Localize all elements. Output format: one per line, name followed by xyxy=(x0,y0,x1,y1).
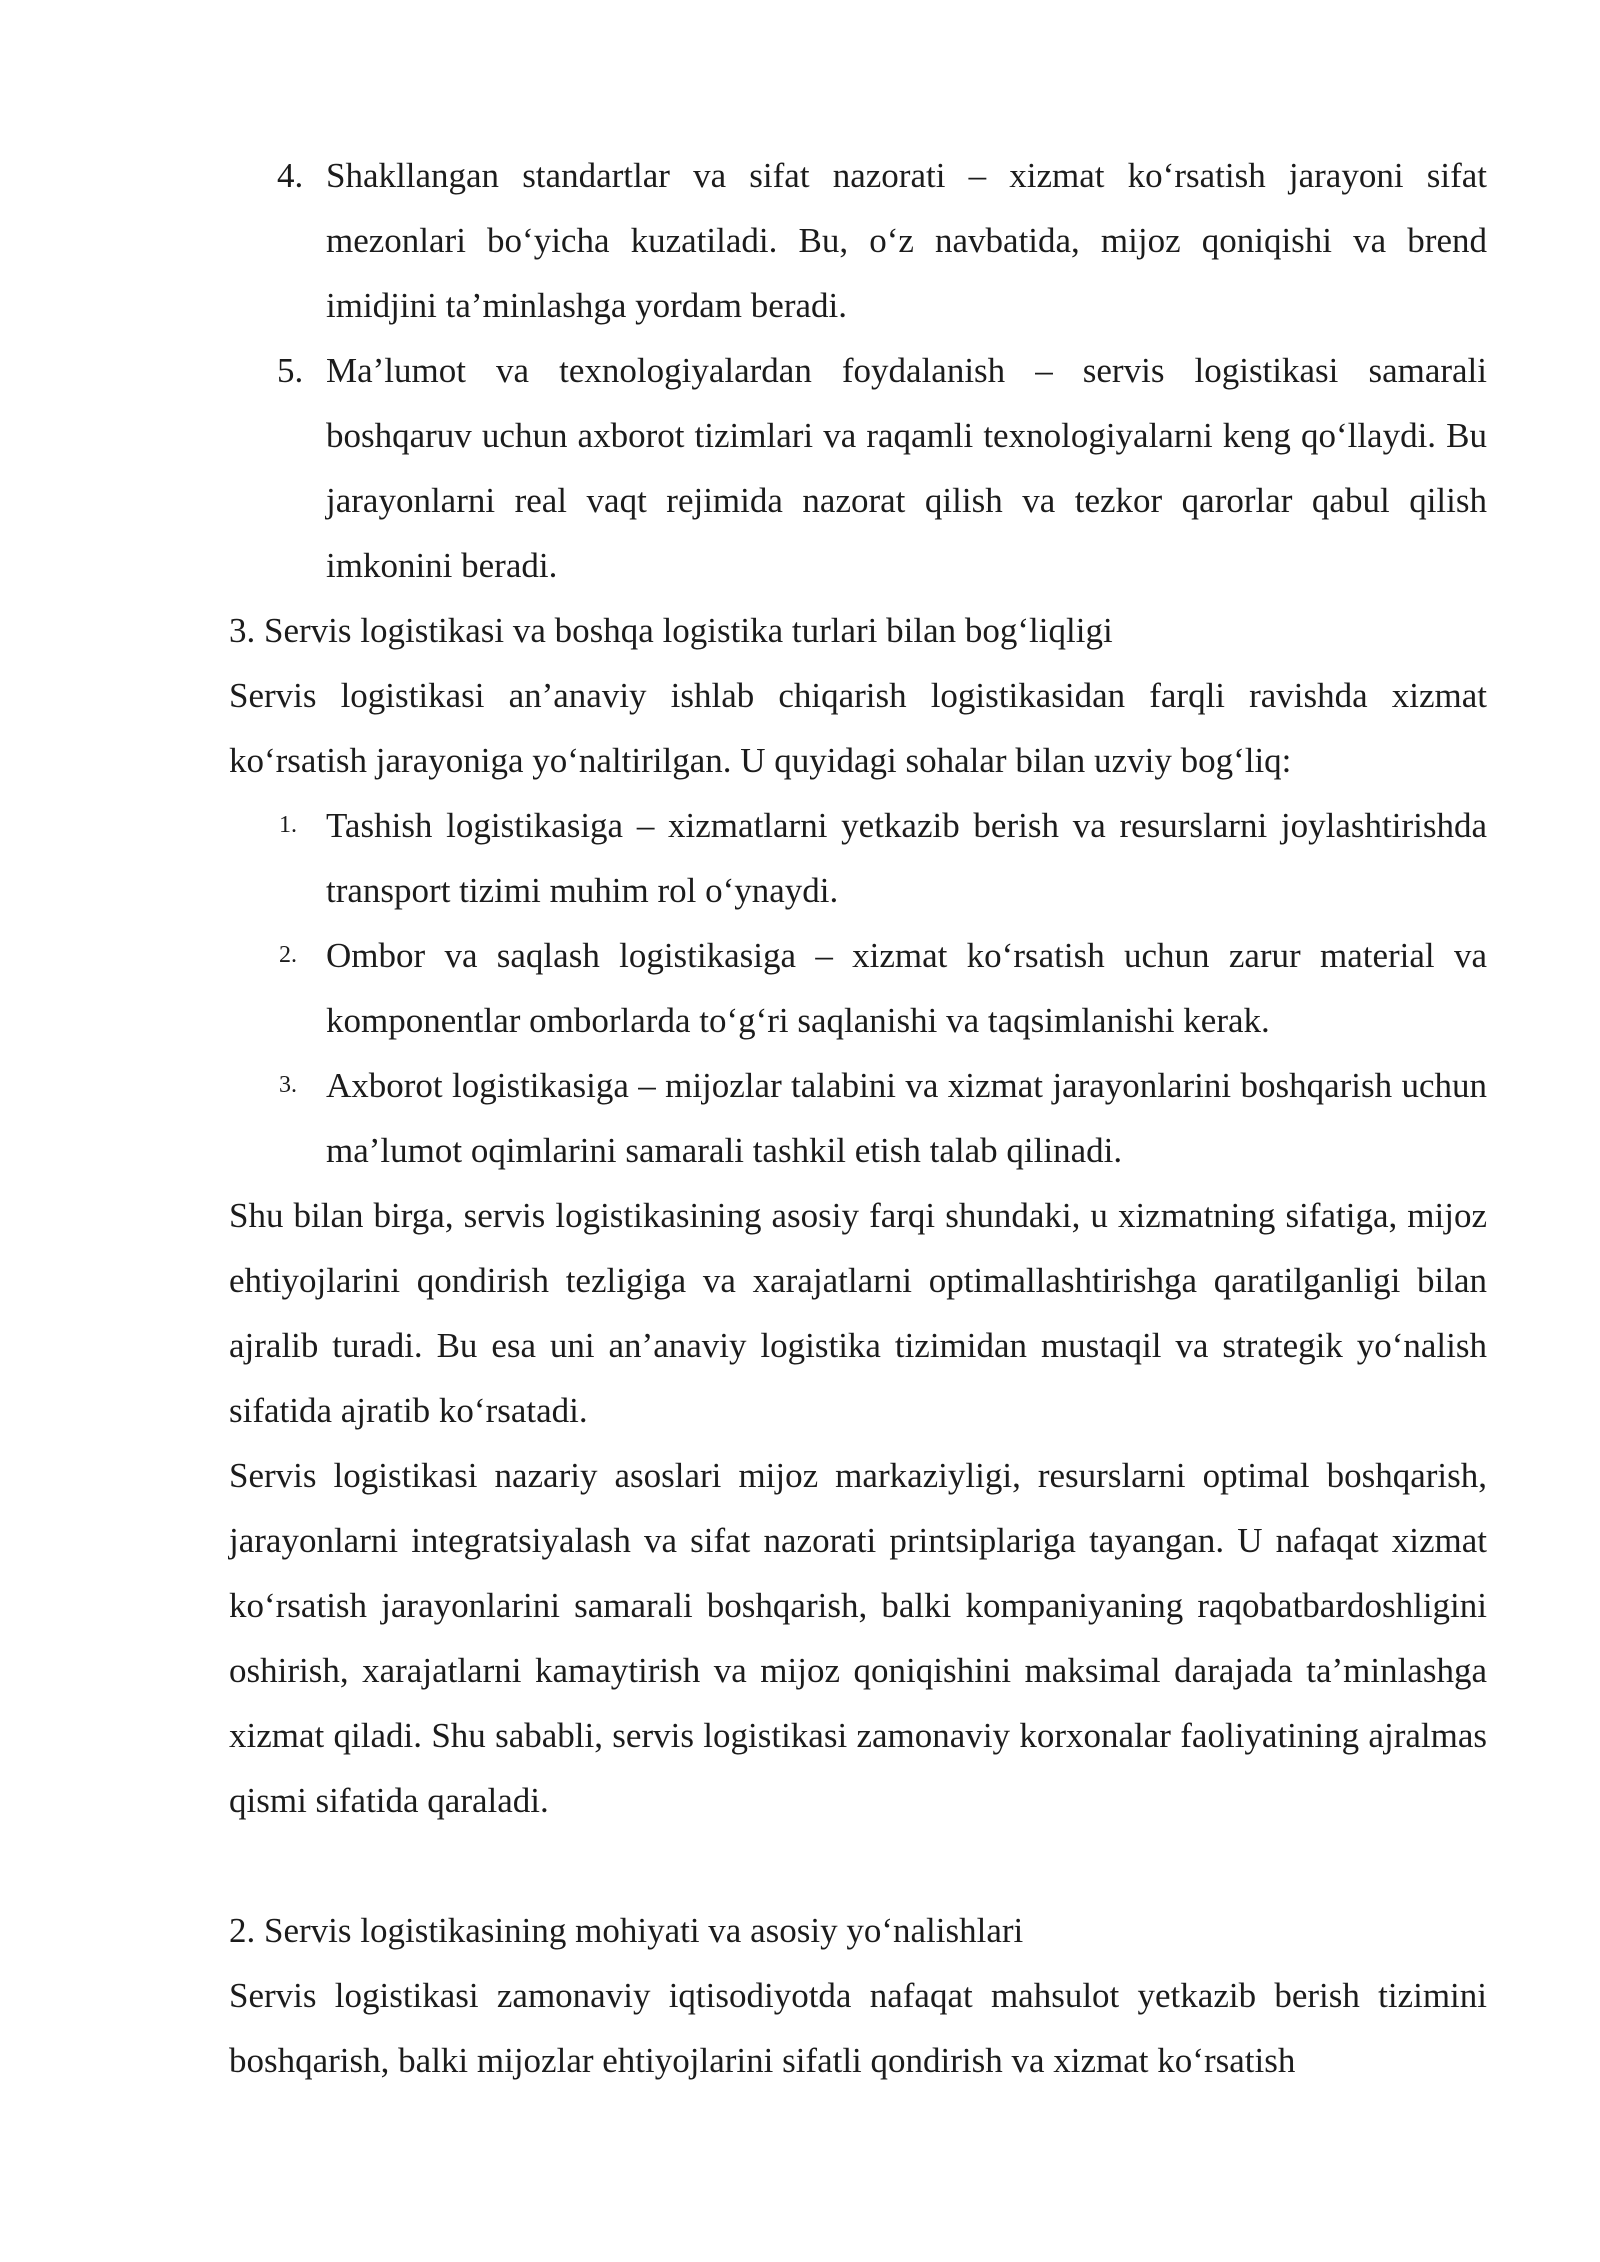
section-heading-3: 3. Servis logistikasi va boshqa logistika turlari bilan bog‘liqligi xyxy=(229,611,1113,650)
list-number: 3. xyxy=(279,1072,297,1098)
page-content xyxy=(229,143,1487,2093)
list-item xyxy=(229,793,1487,923)
list-number: 1. xyxy=(279,812,297,838)
list-item xyxy=(229,923,1487,1053)
difference-paragraph: Shu bilan birga, servis logistikasining asosiy farqi shundaki, u xizmatning sifatiga, mijoz ehtiyojlarini qondirish tezligiga va xarajatlarni optimallashtirishga qaratilganligi bilan ajralib turadi. Bu esa uni an’anaviy logistika tizimidan mustaqil va strategik yo‘nalish sifatida ajratib ko‘rsatadi. xyxy=(229,1196,1487,1430)
list-item xyxy=(229,1053,1487,1183)
theory-paragraph: Servis logistikasi nazariy asoslari mijoz markaziyligi, resurslarni optimal boshqarish, jarayonlarni integratsiyalash va sifat nazorati printsiplariga tayangan. U nafaqat xizmat ko‘rsatish jarayonlarini samarali boshqarish, balki kompaniyaning raqobatbardoshligini oshirish, xarajatlarni kamaytirish va mijoz qoniqishini maksimal darajada ta’minlashga xizmat qiladi. Shu sababli, servis logistikasi zamonaviy korxonalar faoliyatining ajralmas qismi sifatida qaraladi. xyxy=(229,1456,1487,1820)
list-text: Ombor va saqlash logistikasiga – xizmat ko‘rsatish uchun zarur material va komponentlar omborlarda to‘g‘ri saqlanishi va taqsimlanishi kerak. xyxy=(326,936,1487,1040)
related-logistics-list xyxy=(229,793,1487,1183)
quality-and-technology-list xyxy=(229,143,1487,598)
list-number: 5. xyxy=(277,351,304,390)
list-number: 2. xyxy=(279,942,297,968)
list-text: Tashish logistikasiga – xizmatlarni yetkazib berish va resurslarni joylashtirishda transport tizimi muhim rol o‘ynaydi. xyxy=(326,806,1487,910)
list-text: Axborot logistikasiga – mijozlar talabini va xizmat jarayonlarini boshqarish uchun ma’lumot oqimlarini samarali tashkil etish talab qilinadi. xyxy=(326,1066,1487,1170)
list-item xyxy=(229,143,1487,338)
list-text: Shakllangan standartlar va sifat nazorati – xizmat ko‘rsatish jarayoni sifat mezonlari bo‘yicha kuzatiladi. Bu, o‘z navbatida, mijoz qoniqishi va brend imidjini ta’minlashga yordam beradi. xyxy=(326,156,1487,325)
list-item xyxy=(229,338,1487,598)
intro-paragraph: Servis logistikasi an’anaviy ishlab chiqarish logistikasidan farqli ravishda xizmat ko‘rsatish jarayoniga yo‘naltirilgan. U quyidagi sohalar bilan uzviy bog‘liq: xyxy=(229,676,1487,780)
essence-paragraph: Servis logistikasi zamonaviy iqtisodiyotda nafaqat mahsulot yetkazib berish tizimini boshqarish, balki mijozlar ehtiyojlarini sifatli qondirish va xizmat ko‘rsatish xyxy=(229,1976,1487,2080)
list-number: 4. xyxy=(277,156,304,195)
list-text: Ma’lumot va texnologiyalardan foydalanish – servis logistikasi samarali boshqaruv uchun axborot tizimlari va raqamli texnologiyalarni keng qo‘llaydi. Bu jarayonlarni real vaqt rejimida nazorat qilish va tezkor qarorlar qabul qilish imkonini beradi. xyxy=(326,351,1487,585)
section-heading-2: 2. Servis logistikasining mohiyati va asosiy yo‘nalishlari xyxy=(229,1911,1024,1950)
blank-line xyxy=(229,1833,1487,1898)
